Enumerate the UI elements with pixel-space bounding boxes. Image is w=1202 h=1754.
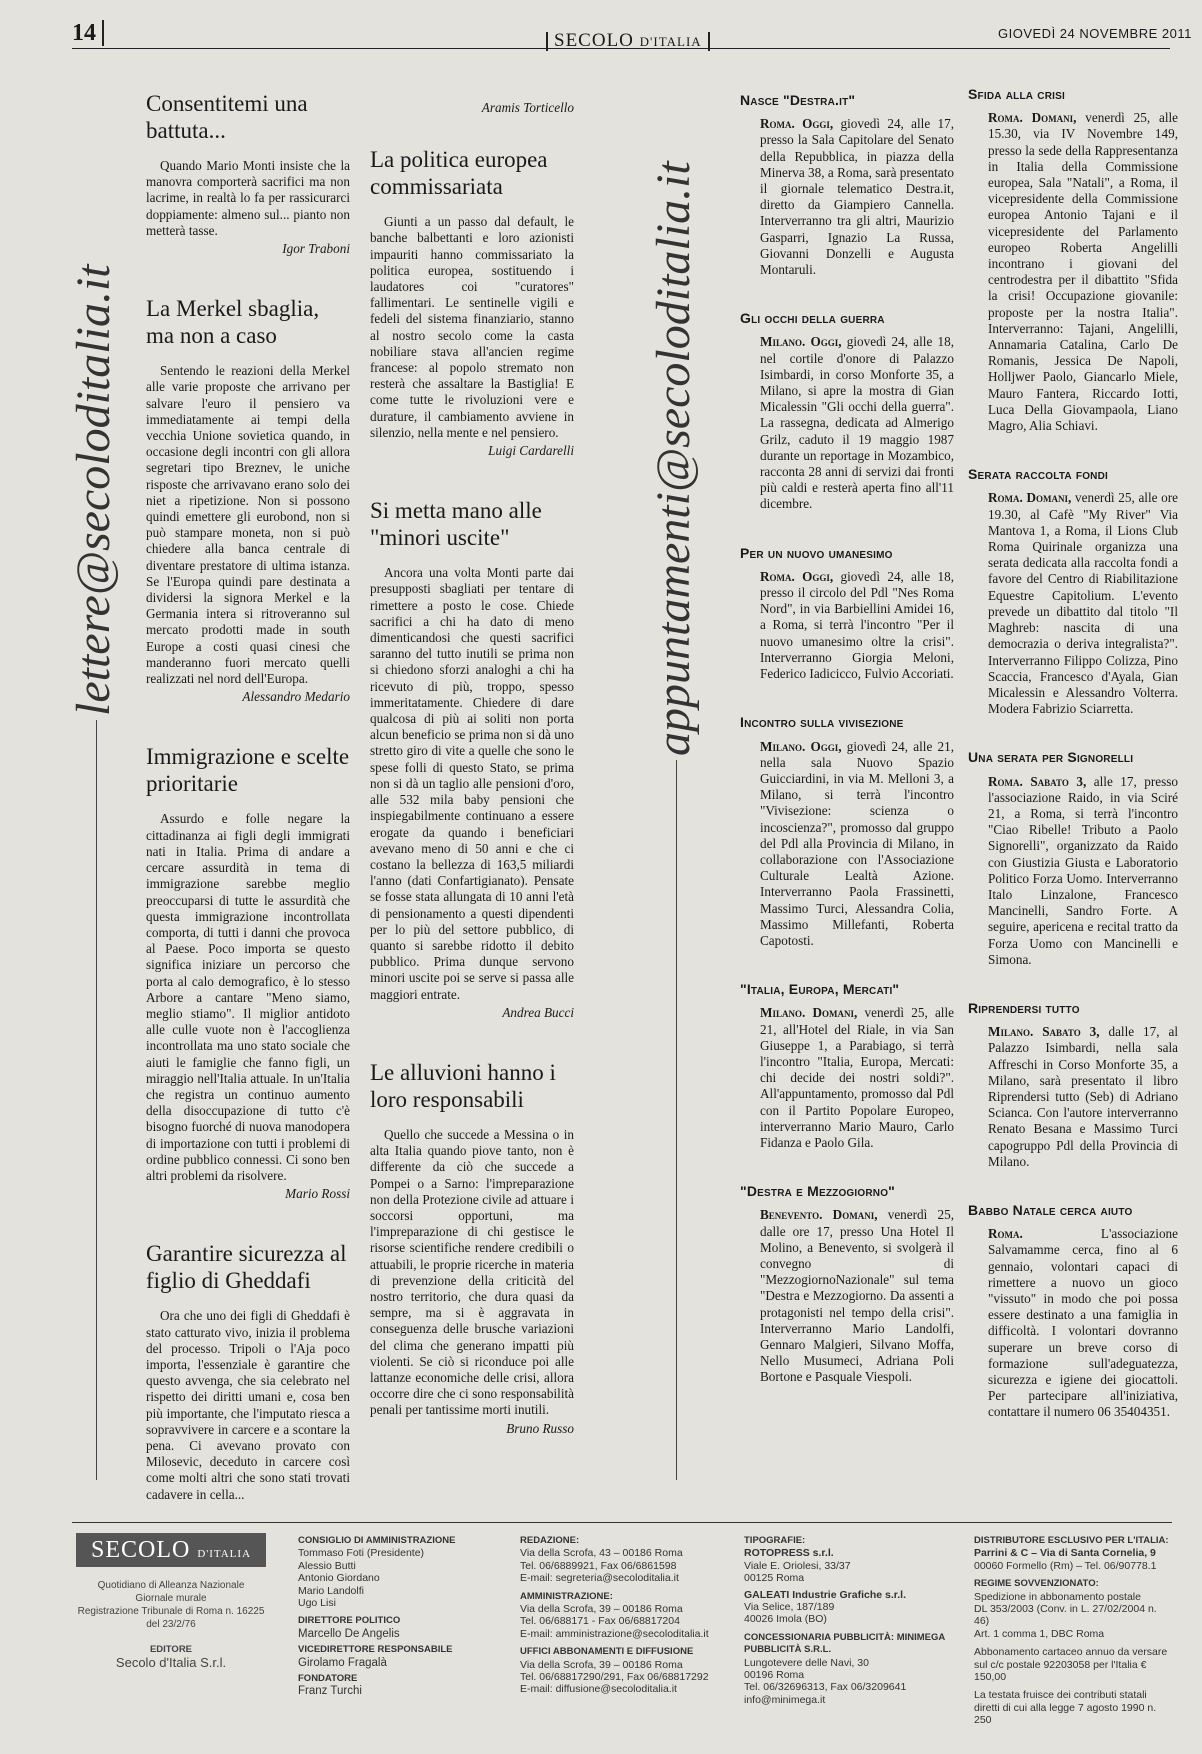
appointment-title: Nasce "Destra.it" <box>740 92 856 108</box>
registration-line: Quotidiano di Alleanza Nazionale <box>97 1580 245 1591</box>
appointment-title: Incontro sulla vivisezione <box>740 714 904 731</box>
amministrazione-label: AMMINISTRAZIONE: <box>520 1590 613 1602</box>
vice-director-label: VICEDIRETTORE RESPONSABILE <box>298 1644 453 1656</box>
distributor-line: 00060 Formello (Rm) – Tel. 06/90778.1 <box>974 1559 1157 1572</box>
appointment <box>968 466 1178 717</box>
letter-article <box>370 146 574 459</box>
appointment <box>740 92 954 278</box>
appointment <box>968 1202 1178 1421</box>
appointments-email-label[interactable]: appuntamenti@secoloditalia.it <box>647 161 700 756</box>
letter-author: Luigi Cardarelli <box>488 443 574 459</box>
appointment <box>968 1000 1178 1170</box>
appointment-title: "Italia, Europa, Mercati" <box>740 981 900 998</box>
letter-body: Assurdo e folle negare la cittadinanza ai figli degli immigrati nati in Italia. Prima di andare a cercare assurdità in tema di immigrazione sarebbe meglio preoccuparsi di tutte le assurdità che questa immigrazione incontrollata comporta, di tutti i danni che provoca al Paese. Poco importa se questo significa iniziare un percorso che porta al calo demografico, è lo stesso Arbore a cantare "Meno siamo, meglio stiamo". Il miglior antidoto alle culle vuote non è l'accoglienza incontrollata ma uno stato sociale che aiuti le famiglie che fanno figli, un miraggio nell'Italia attuale. In un'Italia che registra un continuo aumento della disoccupazione di tutto c'è bisogno fuorché di nuova manodopera di importazione con tutti i problemi di ordine pubblico connessi. Ci sono ben altri problemi da risolvere. <box>146 811 350 1183</box>
letter-title: Le alluvioni hanno i loro responsabili <box>370 1059 556 1112</box>
letter-author: Mario Rossi <box>285 1186 350 1202</box>
appointment-text <box>968 110 1178 434</box>
footer-logo <box>76 1533 266 1567</box>
letter-author: Alessandro Medario <box>242 689 350 705</box>
appointment-lead: Roma. Oggi, <box>760 116 834 132</box>
letter-article <box>146 1240 350 1502</box>
appointment-title: Una serata per Signorelli <box>968 749 1134 766</box>
advertising-line: 00196 Roma <box>744 1669 805 1682</box>
editore-label: EDITORE <box>149 1644 193 1655</box>
letter-body: Giunti a un passo dal default, le banche balbettanti e loro azionisti impauriti hanno commissariato la politica europea, sostituendo i laudatores coi "curatores" fallimentari. Le sentinelle vigili e fedeli del sistema finanziario, stanno al nostro secolo come la casta nobiliare stava all'ancien regime francese: al popolo stremato non resterà che assaltare la Bastiglia! E come tutte le rivoluzioni vere e durature, il cambiamento avviene in silenzio, nella mente e nel pensiero. <box>370 214 574 440</box>
regime-label: REGIME SOVVENZIONATO: <box>974 1578 1099 1590</box>
appointment <box>968 749 1178 968</box>
appointment-body: L'associazione Salvamamme cerca, fino al 6 gennaio, volontari capaci di rimettere a nuovo un gioco "vissuto" in modo che poi possa essere destinato a una famiglia in difficoltà. I volontari dovranno superare un breve corso di formazione sull'adeguatezza, sicurezza e igiene dei giocattoli. Per partecipare all'iniziativa, contattare il numero 06 35404351. <box>988 1226 1178 1420</box>
appointments-column-1 <box>740 92 954 1418</box>
letter-article <box>370 497 574 1021</box>
letter-body: Quello che succede a Messina o in alta Italia quando piove tanto, non è differente da ciò che succede a Pompei o a Sarno: l'impreparazione non della Protezione civile ad attuare i soccorsi opportuni, ma l'impreparazione di chi gestisce le risorse scientifiche rendere credibili o attuabili, le proprie ricerche in materia di prevenzione della criticità del nostro territorio, che dura quasi da sempre, ma si è aggravata in conseguenza delle brusche variazioni del clima che generano impatti più violenti. Se ciò si riconduce poi alle lattanze economiche delle crisi, allora occorre dire che ci sono responsabilità penali per tantissime morti inutili. <box>370 1126 574 1418</box>
advertising-line: Tel. 06/32696313, Fax 06/3209641 <box>744 1681 907 1694</box>
regime-line: Art. 1 comma 1, DBC Roma <box>974 1627 1105 1640</box>
appointment-lead: Roma. Domani, <box>988 110 1077 126</box>
contacts-column <box>520 1535 732 1696</box>
appointment-lead: Roma. Domani, <box>988 490 1072 506</box>
letter-title: Si metta mano alle "minori uscite" <box>370 498 542 551</box>
registration-info <box>76 1579 266 1669</box>
appointment-lead: Roma. Sabato 3, <box>988 773 1087 789</box>
appointment-body: alle 17, presso l'associazione Raido, in via Sciré 21, a Roma, si terrà l'incontro "Ciao Ribelle! Tributo a Paolo Signorelli", organizzato da Raido con Giustizia Giusta e Laboratorio Politico Forza Uomo. Interverranno Italo Linzalone, Francesco Mancinelli, Sandro Forte. A seguire, apericena e recital tratto da Forza Uomo con Mancinelli e Simona. <box>988 773 1179 967</box>
appointment-text <box>740 1005 954 1151</box>
letter-title: Consentitemi una battuta... <box>146 91 308 143</box>
appointment-text <box>740 739 954 950</box>
footer-logo-suffix: D'ITALIA <box>197 1548 252 1560</box>
letters-email-label[interactable]: lettere@secoloditalia.it <box>67 264 120 716</box>
paper-title <box>546 32 710 51</box>
printer-name: ROTOPRESS s.r.l. <box>744 1547 834 1560</box>
appointment <box>740 545 954 683</box>
colophon <box>72 1522 1172 1733</box>
appointment <box>740 714 954 949</box>
paper-title-suffix: D'ITALIA <box>639 34 702 49</box>
letter-body: Sentendo le reazioni della Merkel alle varie proposte che arrivano per salvare l'euro il pensiero va immediatamente ai tempi della vecchia Unione sovietica quando, in occasione degli incontri con gli allora segretari tipo Breznev, le uniche risposte che arrivavano erano solo dei niet a ripetizione. Non si possono quindi emettere gli eurobond, non si può stampare moneta, non si può chiedere alla banca centrale di diventare prestatore di ultima istanza. Se l'Europa quindi pare destinata a dividersi la signora Merkel e la Germania intera si ritroveranno sul mercato prodotti made in south Europe a costi quasi cinesi che manderanno fuori mercato quelli realizzati nel nord dell'Europa. <box>146 363 350 687</box>
letter-title: Garantire sicurezza al figlio di Gheddafi <box>146 1241 347 1294</box>
regime-line: Abbonamento cartaceo annuo da versare <box>974 1646 1168 1659</box>
advertising-email[interactable]: info@minimega.it <box>744 1693 826 1706</box>
appointment-body: dalle 17, al Palazzo Isimbardi, nella sala Affreschi in Corso Monforte 35, a Milano, sarà presentato il libro Riprendersi tutto (Seb) di Adriano Scianca. Con l'autore interverranno Renato Besana e Massimo Turci capogruppo Pdl della Provincia di Milano. <box>988 1024 1178 1169</box>
letter-author: Igor Traboni <box>282 241 350 257</box>
appointment-lead: Benevento. Domani, <box>760 1207 878 1223</box>
appointment <box>968 86 1178 434</box>
appointment-lead: Milano. Sabato 3, <box>988 1024 1100 1040</box>
editore-name: Secolo d'Italia S.r.l. <box>115 1655 227 1670</box>
printer-line: 00125 Roma <box>744 1572 805 1585</box>
uffici-label: UFFICI ABBONAMENTI E DIFFUSIONE <box>520 1646 694 1658</box>
appointment-body: giovedì 24, alle 18, presso il circolo del Pdl "Nes Roma Nord", in via Barbiellini Amidei 16, a Roma, si terrà l'incontro "Per il nuovo umanesimo oltre la crisi". Interverranno Giorgia Meloni, Federico Iadicicco, Fulvio Accoriati. <box>760 568 954 682</box>
letters-divider <box>96 720 97 1480</box>
director-name: Marcello De Angelis <box>298 1627 400 1640</box>
tipografie-label: TIPOGRAFIE: <box>744 1535 806 1546</box>
advertising-label: CONCESSIONARIA PUBBLICITÀ: MINIMEGA PUBBLICITÀ S.R.L. <box>744 1631 945 1656</box>
appointment-body: venerdì 25, dalle ore 17, presso Una Hotel Il Molino, a Benevento, si svolgerà il convegno di "MezzogiornoNazionale" sul tema "Destra e Mezzogiorno. Da assenti a protagonisti nel tempo della crisi". Interverranno Mario Landolfi, Gennaro Malgieri, Silvano Moffa, Nello Musumeci, Adriana Poli Bortone e Pasquale Viespoli. <box>760 1207 954 1385</box>
footer-logo-main: SECOLO <box>90 1537 191 1563</box>
letter-title: La politica europea commissariata <box>370 147 548 200</box>
appointment-lead: Roma. <box>988 1226 1023 1242</box>
board-column <box>298 1535 508 1698</box>
appointment-title: Per un nuovo umanesimo <box>740 544 893 561</box>
appointment-text <box>968 774 1178 968</box>
paper-title-main: SECOLO <box>554 30 634 51</box>
appointment-title: Serata raccolta fondi <box>968 466 1109 483</box>
founder-name: Franz Turchi <box>298 1685 362 1698</box>
funding-note: La testata fruisce dei contributi statali diretti di cui alla legge 7 agosto 1990 n. 250 <box>974 1689 1157 1727</box>
letter-article <box>370 1059 574 1437</box>
appointment-text <box>740 569 954 682</box>
appointment-text <box>968 1024 1178 1170</box>
letters-column-1 <box>146 90 350 1541</box>
contact-email[interactable]: E-mail: segreteria@secoloditalia.it <box>520 1572 679 1585</box>
appointments-column-2 <box>968 86 1178 1453</box>
regime-line: DL 353/2003 (Conv. in L. 27/02/2004 n. 46) <box>974 1603 1157 1628</box>
letter-continuation <box>370 100 574 116</box>
letter-author: Aramis Torticello <box>481 100 574 115</box>
printer-line: Viale E. Oriolesi, 33/37 <box>744 1559 851 1572</box>
page-number: 14 <box>72 20 104 46</box>
contact-line: Via della Scrofa, 43 – 00186 Roma <box>520 1547 683 1560</box>
board-member: Mario Landolfi <box>298 1584 364 1597</box>
registration-line: Registrazione Tribunale di Roma n. 16225 del 23/2/76 <box>77 1606 265 1630</box>
contact-line: Via della Scrofa, 39 – 00186 Roma <box>520 1658 683 1671</box>
letter-body: Ora che uno dei figli di Gheddafi è stato catturato vivo, inizia il problema del processo. Tripoli o l'Aja poco importa, l'essenziale è garantire che questo avvenga, che sia celebrato nel rispetto dei diritti umani e, cosa ben più importante, che l'imputato riesca a sopravvivere in carcere e a scontare la pena. Ci avevano provato con Milosevic, deceduto in carcere così come molti altri che sono stati trovati cadavere in cella... <box>146 1308 350 1502</box>
board-member: Ugo Lisi <box>298 1597 336 1610</box>
issue-date: GIOVEDÌ 24 NOVEMBRE 2011 <box>998 26 1192 41</box>
regime-line: sul c/c postale 92203058 per l'Italia € 150,00 <box>974 1658 1147 1684</box>
appointment-title: Sfida alla crisi <box>968 86 1065 102</box>
appointment-body: giovedì 24, alle 18, nel cortile d'onore di Palazzo Isimbardi, in corso Monforte 35, a Milano, si apre la mostra di Gian Micalessin "Gli occhi della guerra". La rassegna, dedicata ad Almerigo Grilz, caduto il 19 maggio 1987 durante un reportage in Mozambico, racconta 28 anni di servizi dai fronti più caldi e resterà aperta fino all'11 dicembre. <box>760 334 955 512</box>
appointment-body: venerdì 25, alle 21, all'Hotel del Riale, in via San Giuseppe 1, a Parabiago, si terrà l'incontro "Italia, Europa, Mercati: chi decide dei nostri soldi?". All'appuntamento, promosso dal Pdl con il Partito Popolare Europeo, interverranno Mario Mauro, Carlo Fidanza e Paolo Gila. <box>760 1005 954 1150</box>
registration-line: Giornale murale <box>135 1593 207 1604</box>
appointment-body: venerdì 25, alle 15.30, via IV Novembre 149, presso la sede della Rappresentanza in Italia della Commissione europea, Sala "Natali", a Roma, il vicepresidente della Commissione europea Antonio Tajani e il vicepresidente del Parlamento europeo Roberta Angelilli incontrano i giovani del centrodestra per il dibattito "Sfida la crisi! Occupazione giovanile: proposte per la nostra Italia". Interverranno: Tajani, Angelilli, Annamaria Catalina, Carlo De Romanis, Jessica De Napoli, Holljwer Paolo, Giancarlo Miele, Mauro Fantera, Riccardo Iotti, Luca Della Giovampaola, Liano Magro, Alia Schiavi. <box>988 110 1179 434</box>
appointment-text <box>968 490 1178 717</box>
advertising-line: Lungotevere delle Navi, 30 <box>744 1656 869 1669</box>
printers-column <box>744 1535 956 1706</box>
redazione-label: REDAZIONE: <box>520 1535 580 1546</box>
board-member: Tommaso Foti (Presidente) <box>298 1547 425 1560</box>
appointment-lead: Milano. Domani, <box>760 1005 858 1021</box>
letter-article <box>146 743 350 1202</box>
distributor-label: DISTRIBUTORE ESCLUSIVO PER L'ITALIA: <box>974 1535 1169 1546</box>
regime-line: Spedizione in abbonamento postale <box>974 1590 1141 1603</box>
printer-line: Via Selice, 187/189 <box>744 1601 835 1614</box>
appointment <box>740 310 954 512</box>
appointment-title: "Destra e Mezzogiorno" <box>740 1183 896 1200</box>
vice-director-name: Girolamo Fragalà <box>298 1656 387 1669</box>
letter-article <box>146 295 350 705</box>
appointment-text <box>968 1226 1178 1420</box>
appointment <box>740 981 954 1151</box>
appointment <box>740 1183 954 1385</box>
distribution-column <box>974 1535 1170 1727</box>
printer-name: GALEATI Industrie Grafiche s.r.l. <box>744 1588 907 1601</box>
founder-label: FONDATORE <box>298 1673 358 1685</box>
printer-line: 40026 Imola (BO) <box>744 1613 827 1626</box>
appointment-text <box>740 1207 954 1385</box>
director-label: DIRETTORE POLITICO <box>298 1615 401 1627</box>
letter-title: Immigrazione e scelte prioritarie <box>146 744 350 797</box>
letter-body: Ancora una volta Monti parte dai presupposti sbagliati per tentare di rimettere a posto le cose. Chiede sacrifici a chi ha dato di meno dimenticandosi che questi sacrifici saranno del tutto inutili se prima non si chiedono sforzi analoghi a chi ha ricevuto di più, troppo, spesso immeritatamente. Chiedere di dare qualcosa di più ai soliti non porta alcun beneficio se prima non si dà uno stretto giro di vite a quelle che sono le spese folli di questo Stato, se prima non si dà un taglio alle pensioni d'oro, alle 532 mila baby pensioni che inspiegabilmente continuano a essere erogate da quando i beneficiari avevano meno di 50 anni e che ci costano la bellezza di 163,5 miliardi l'anno (dati Confartigianato). Pensate se fosse stata allungata di 10 anni l'età di pensionamento a questi dipendenti per lo più del settore pubblico, di quanto si sarebbe ridotto il debito pubblico. Prima dunque servono minori uscite poi se serve si passa alle maggiori entrate. <box>370 565 574 1002</box>
letter-title: La Merkel sbaglia, ma non a caso <box>146 296 320 349</box>
letter-body: Quando Mario Monti insiste che la manovra comporterà sacrifici ma non lacrime, in realtà lo fa per rassicurarci doppiamente: almeno sul... pianto non metterà tasse. <box>146 158 350 238</box>
appointment-lead: Milano. Oggi, <box>760 334 842 350</box>
letter-author: Bruno Russo <box>506 1420 574 1436</box>
board-member: Alessio Butti <box>298 1559 356 1572</box>
letter-article <box>146 90 350 257</box>
appointments-divider <box>676 760 677 1480</box>
board-member: Antonio Giordano <box>298 1572 380 1585</box>
appointment-lead: Milano. Oggi, <box>760 738 842 754</box>
appointment-body: venerdì 25, alle ore 19.30, al Cafè "My River" Via Mantova 1, a Roma, il Lions Club Roma Quirinale organizza una serata dedicata alla raccolta fondi a favore del Centro di Riabilitazione Equestre Capitolium. L'evento prevede un dibattito dal titolo "Il Maghreb: nascita di una democrazia o deriva integralista?". Interverranno Filippo Colizza, Pino Scaccia, Francesco d'Ayala, Gian Micalessin e Alessandro Volterra. Modera Fabrizio Sciarretta. <box>988 490 1179 717</box>
appointment-title: Riprendersi tutto <box>968 999 1080 1016</box>
contact-email[interactable]: E-mail: diffusione@secoloditalia.it <box>520 1683 677 1696</box>
board-label: CONSIGLIO DI AMMINISTRAZIONE <box>298 1535 456 1546</box>
appointment-lead: Roma. Oggi, <box>760 568 834 584</box>
contact-line: Tel. 06/688171 - Fax 06/68817204 <box>520 1615 680 1628</box>
appointment-body: giovedì 24, alle 17, presso la Sala Capitolare del Senato della Repubblica, in piazza della Minerva 38, a Roma, sarà presentato il giornale telematico Destra.it, diretto da Giampiero Cannella. Interverranno tra gli altri, Maurizio Gasparri, Ignazio La Russa, Giovanni Donzelli e Augusta Montaruli. <box>760 116 954 278</box>
distributor-line: Parrini & C – Via di Santa Cornelia, 9 <box>974 1547 1156 1560</box>
letter-author: Andrea Bucci <box>502 1004 574 1020</box>
appointment-title: Gli occhi della guerra <box>740 310 885 327</box>
contact-line: Tel. 06/6889921, Fax 06/6861598 <box>520 1559 677 1572</box>
contact-email[interactable]: E-mail: amministrazione@secoloditalia.it <box>520 1627 709 1640</box>
contact-line: Tel. 06/68817290/291, Fax 06/68817292 <box>520 1671 709 1684</box>
appointment-text <box>740 116 954 278</box>
appointment-text <box>740 334 954 512</box>
letters-column-2 <box>370 98 574 1475</box>
appointment-title: Babbo Natale cerca aiuto <box>968 1201 1133 1218</box>
appointment-body: giovedì 24, alle 21, nella sala Nuovo Spazio Guicciardini, in via M. Melloni 3, a Milano, si terrà l'incontro "Vivisezione: scienza o incoscienza?", promosso dal gruppo del Pdl alla Provincia di Milano, in collaborazione con l'Associazione Culturale Lealtà Azione. Interverranno Paola Frassinetti, Massimo Turci, Alessandra Colia, Massimo Millefanti, Roberta Capotosti. <box>760 738 955 948</box>
contact-line: Via della Scrofa, 39 – 00186 Roma <box>520 1603 683 1616</box>
